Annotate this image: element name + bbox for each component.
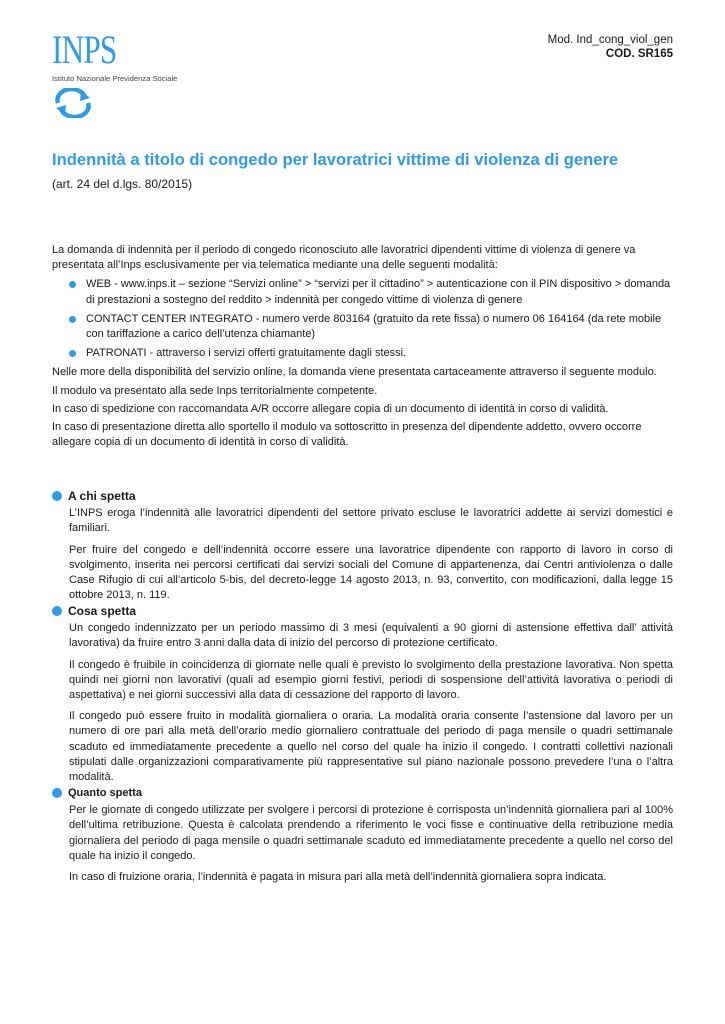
section-cosa-spetta xyxy=(52,604,673,791)
paragraph: In caso di fruizione oraria, l’indennità è pagata in misura pari alla metà dell’indennità giornaliera sopra indicata. xyxy=(69,871,607,884)
paragraph: Il congedo è fruibile in coincidenza di giornate nelle quali è previsto lo svolgimento della prestazione lavorativa. Non spetta quindi nei giorni non lavorativi (quali ad esempio giorni festivi, periodi di sospensione dell’attività lavorativa o periodi di aspettativa) e nei giorni successivi alla data di cessazione del rapporto di lavoro. xyxy=(69,658,673,702)
mode-contact-center: CONTACT CENTER INTEGRATO - numero verde 803164 (gratuito da rete fissa) o numero 06 164164 (da rete mobile con tariffazione a carico dell’utenza chiamante) xyxy=(86,312,662,341)
logo-wordmark: INPS xyxy=(52,27,117,72)
section-content xyxy=(52,506,673,603)
inps-logo xyxy=(52,27,202,83)
section-heading-text: Quanto spetta xyxy=(68,787,142,799)
section-quanto-spetta xyxy=(52,786,673,891)
cod-label: COD. SR165 xyxy=(605,48,673,60)
section-heading xyxy=(52,604,673,619)
form-code-block xyxy=(548,33,673,61)
section-heading xyxy=(52,786,673,801)
mode-web: WEB - www.inps.it – sezione “Servizi online” > “servizi per il cittadino” > autenticazione con il PIN dispositivo > domanda di prestazioni a sostegno del reddito > indennità per congedo vittime di violenza di genere xyxy=(86,278,671,306)
note-counter-submission: In caso di presentazione diretta allo sportello il modulo va sottoscritto in presenza del dipendente addetto, ovvero occorre allegare copia di un documento di identità in corso di validità. xyxy=(52,421,642,449)
document-subtitle: (art. 24 del d.lgs. 80/2015) xyxy=(52,177,193,191)
bullet-icon xyxy=(52,606,62,616)
section-content xyxy=(52,803,673,885)
list-item xyxy=(86,312,673,342)
logo-subtitle: Istituto Nazionale Previdenza Sociale xyxy=(52,74,178,83)
paragraph: Per fruire del congedo e dell’indennità occorre essere una lavoratrice dipendente con rapporto di lavoro in corso di svolgimento, inserita nei percorsi certificati dai servizi sociali del Comune di appartenenza, dai Centri antiviolenza o dalle Case Rifugio di cui all’articolo 5-bis, del decreto-legge 14 agosto 2013, n. 93, convertito, con modificazioni, dalla legge 15 ottobre 2013, n. 119. xyxy=(69,543,673,602)
paragraph: Un congedo indennizzato per un periodo massimo di 3 mesi (equivalenti a 90 giorni di astensione effettiva dall’ attività lavorativa) da fruire entro 3 anni dalla data di inizio del percorso di protezione certificato. xyxy=(69,622,673,650)
section-heading xyxy=(52,489,673,504)
bullet-icon xyxy=(69,350,76,357)
intro-text: La domanda di indennità per il periodo di congedo riconosciuto alle lavoratrici dipendenti vittime di violenza di genere va presentata all’Inps esclusivamente per via telematica mediante una delle seguenti modalità: xyxy=(52,244,636,272)
mod-label: Mod. Ind_cong_viol_gen xyxy=(547,34,673,46)
section-heading-text: Cosa spetta xyxy=(68,604,137,618)
logo-arrows-icon xyxy=(54,88,92,123)
note-registered-mail: In caso di spedizione con raccomandata A/R occorre allegare copia di un documento di identità in corso di validità. xyxy=(52,402,609,415)
bullet-icon xyxy=(52,788,62,798)
section-heading-text: A chi spetta xyxy=(68,489,136,503)
list-item xyxy=(86,277,673,307)
note-local-office: Il modulo va presentato alla sede Inps territorialmente competente. xyxy=(52,384,378,397)
section-content xyxy=(52,621,673,785)
bullet-icon xyxy=(69,316,76,323)
paragraph: L’INPS eroga l’indennità alle lavoratrici dipendenti del settore privato escluse le lavoratrici addette ai servizi domestici e familiari. xyxy=(69,507,673,535)
list-item xyxy=(86,346,673,361)
submission-modes-list xyxy=(52,277,673,361)
mode-patronati: PATRONATI - attraverso i servizi offerti gratuitamente dagli stessi. xyxy=(86,347,407,360)
paragraph: Il congedo può essere fruito in modalità giornaliera o oraria. La modalità oraria consente l’astensione dal lavoro per un numero di ore pari alla metà dell’orario medio giornaliero contrattuale del periodo di paga mensile o quadri settimanale scaduto ed immediatamente precedente a quello nel corso del quale ha inizio il congedo. I contratti collettivi nazionali stipulati dalle organizzazioni comparativamente più rappresentative sul piano nazionale possono prevedere l’una o l’altra modalità. xyxy=(69,710,673,784)
section-a-chi-spetta xyxy=(52,489,673,609)
paragraph: Per le giornate di congedo utilizzate per svolgere i percorsi di protezione è corrisposta un’indennità giornaliera pari al 100% dell’ultima retribuzione. Questa è calcolata prendendo a riferimento le voci fisse e continuative della retribuzione media giornaliera del periodo di paga mensile o quadri settimanale scaduto ed immediatamente precedente a quello nel corso del quale ha inizio il congedo. xyxy=(69,804,673,862)
bullet-icon xyxy=(52,491,62,501)
intro-block xyxy=(52,243,673,453)
note-online-unavailable: Nelle more della disponibilità del servizio online, la domanda viene presentata cartaceamente attraverso il seguente modulo. xyxy=(52,366,657,379)
document-title: Indennità a titolo di congedo per lavoratrici vittime di violenza di genere xyxy=(52,150,619,169)
bullet-icon xyxy=(69,281,76,288)
